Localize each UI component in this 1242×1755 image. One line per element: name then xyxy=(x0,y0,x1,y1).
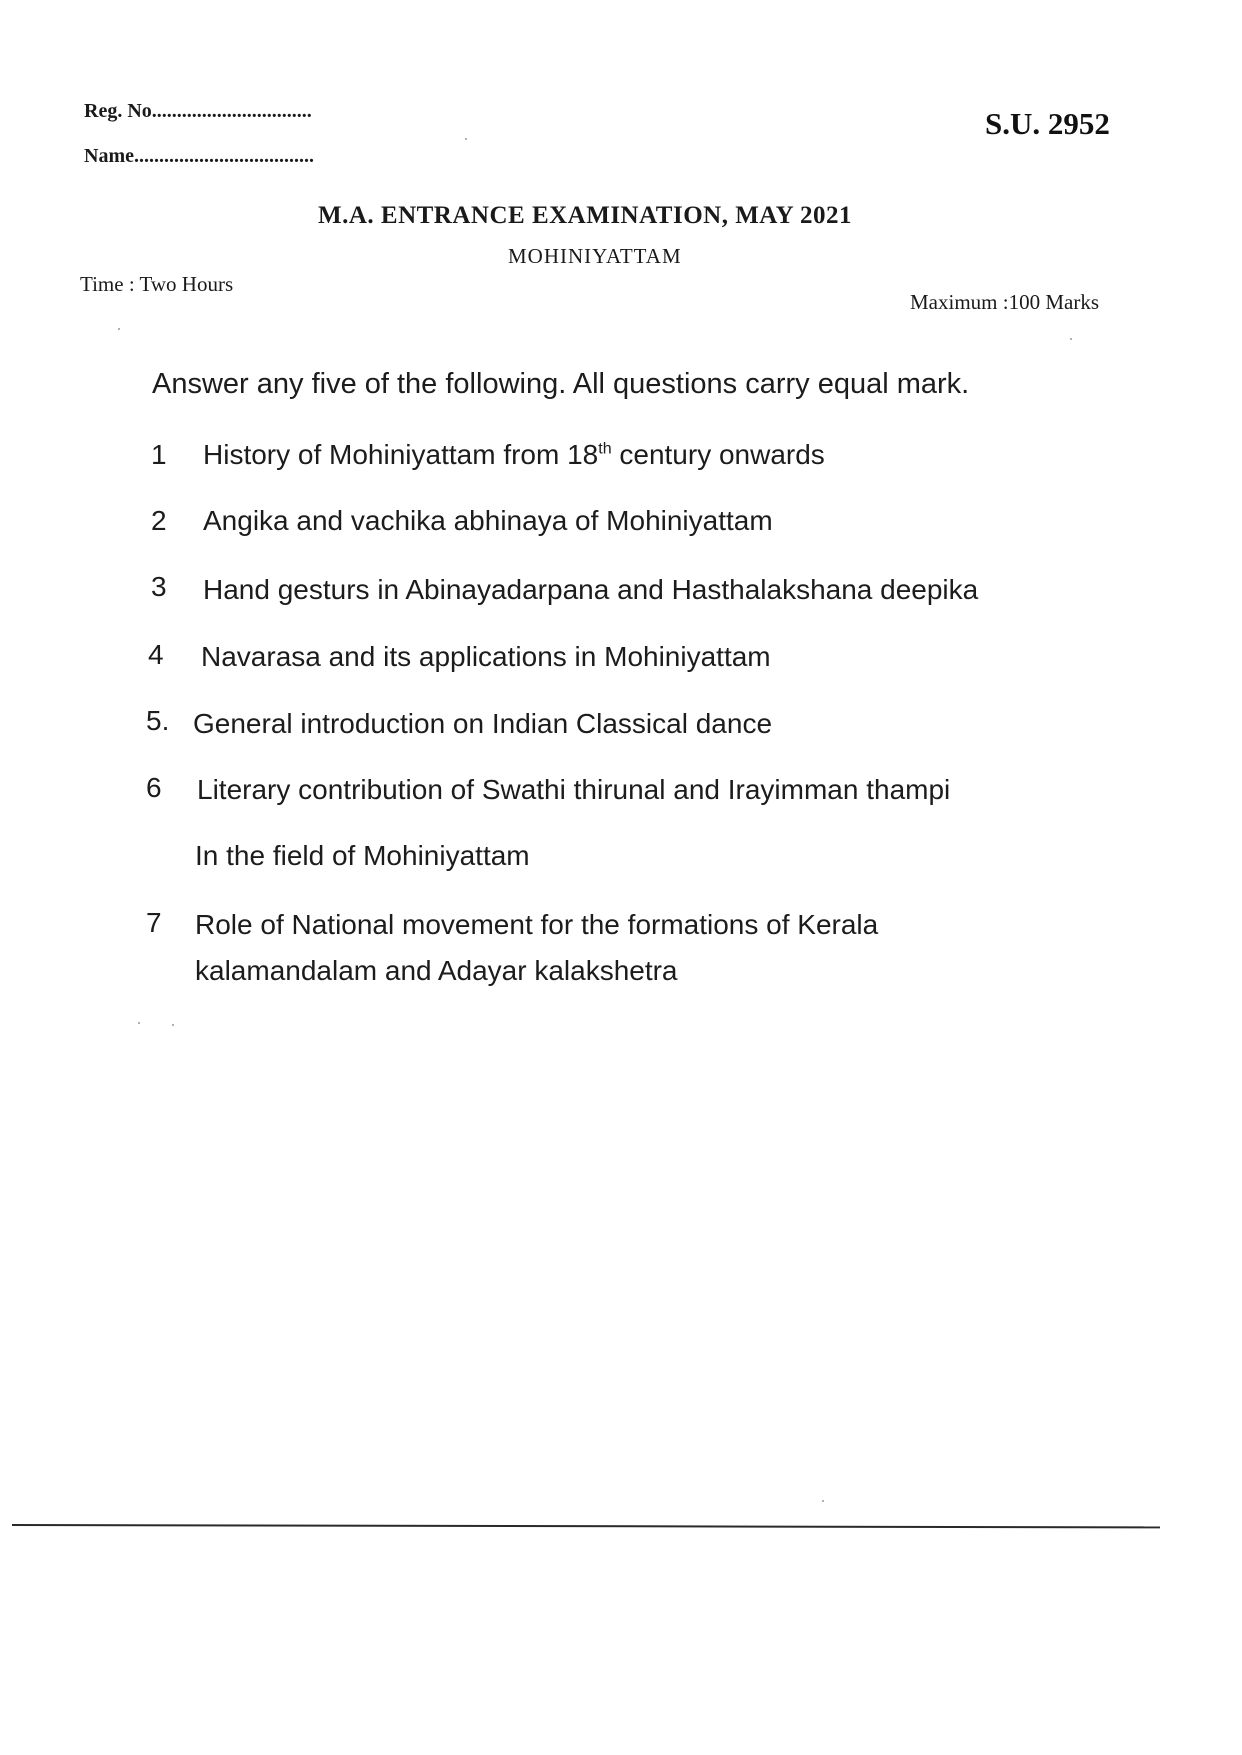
question-number: 5. xyxy=(146,705,170,736)
scan-speck xyxy=(822,1500,824,1502)
reg-no-dots: ................................ xyxy=(151,100,312,122)
question-number: 4 xyxy=(148,639,164,670)
subject-title: MOHINIYATTAM xyxy=(508,244,682,268)
question-text-part: History of Mohiniyattam from 18 xyxy=(203,439,599,470)
time-allowed: Time : Two Hours xyxy=(80,272,234,296)
question-text: Hand gesturs in Abinayadarpana and Hasthalakshana deepika xyxy=(203,574,979,605)
exam-title: M.A. ENTRANCE EXAMINATION, MAY 2021 xyxy=(318,202,852,229)
scan-speck xyxy=(138,1022,140,1024)
instruction-text: Answer any five of the following. All questions carry equal mark. xyxy=(152,368,970,400)
question-text: Navarasa and its applications in Mohiniyattam xyxy=(201,641,771,672)
scan-speck xyxy=(118,328,120,330)
question-number: 7 xyxy=(146,907,162,938)
scan-speck xyxy=(465,138,467,140)
question-number: 1 xyxy=(151,439,167,470)
question-text: Literary contribution of Swathi thirunal and Irayimman thampi xyxy=(197,774,951,805)
question-text: Angika and vachika abhinaya of Mohiniyattam xyxy=(203,505,773,536)
bottom-rule xyxy=(12,1524,1160,1528)
question-text-part: century onwards xyxy=(611,439,825,470)
name-field xyxy=(84,145,314,168)
question-number: 2 xyxy=(151,505,167,536)
maximum-marks: Maximum :100 Marks xyxy=(910,290,1099,314)
question-text: Role of National movement for the formations of Kerala xyxy=(195,909,879,940)
scan-speck xyxy=(1070,338,1072,340)
superscript: th xyxy=(598,440,612,458)
name-label: Name xyxy=(84,145,134,167)
scan-speck xyxy=(172,1024,174,1026)
question-number: 3 xyxy=(151,571,167,602)
question-text xyxy=(203,439,825,471)
paper-code: S.U. 2952 xyxy=(985,106,1110,141)
question-text: General introduction on Indian Classical dance xyxy=(193,708,773,739)
question-text-continued: kalamandalam and Adayar kalakshetra xyxy=(195,955,678,986)
name-dots: .................................... xyxy=(133,145,314,167)
question-number: 6 xyxy=(146,772,162,803)
reg-no-label: Reg. No xyxy=(84,100,152,122)
question-text-continued: In the field of Mohiniyattam xyxy=(195,840,530,871)
reg-no-field xyxy=(84,100,312,123)
